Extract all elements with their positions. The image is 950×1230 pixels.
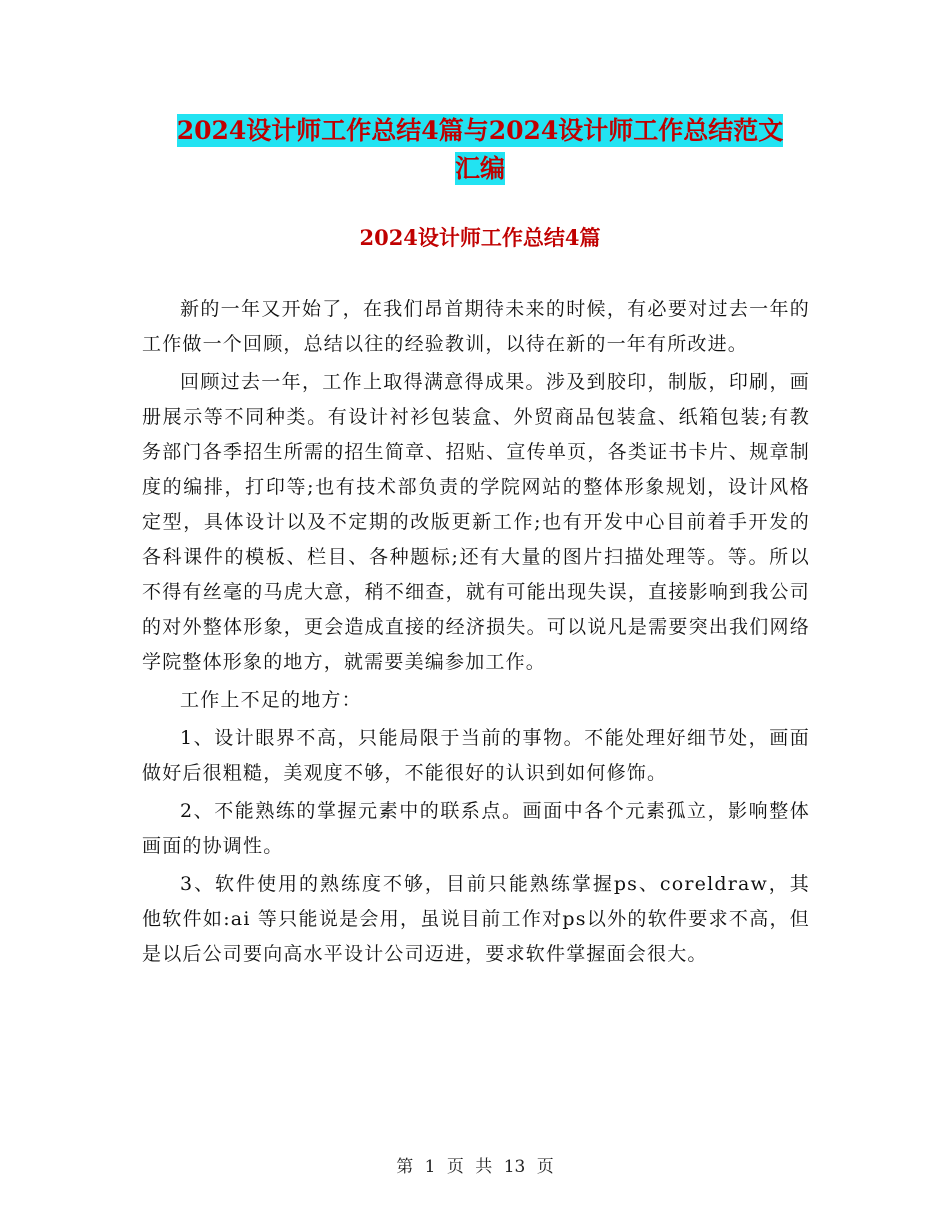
paragraph: 新的一年又开始了，在我们昂首期待未来的时候，有必要对过去一年的工作做一个回顾，总结以往的经验教训，以待在新的一年有所改进。 bbox=[142, 298, 810, 355]
paragraph: 2、不能熟练的掌握元素中的联系点。画面中各个元素孤立，影响整体画面的协调性。 bbox=[142, 800, 810, 857]
paragraph: 回顾过去一年，工作上取得满意得成果。涉及到胶印，制版，印刷，画册展示等不同种类。有设计衬衫包装盒、外贸商品包装盒、纸箱包装;有教务部门各季招生所需的招生简章、招贴、宣传单页，各类证书卡片、规章制度的编排，打印等;也有技术部负责的学院网站的整体形象规划，设计风格定型，具体设计以及不定期的改版更新工作;也有开发中心目前着手开发的各科课件的模板、栏目、各种题标;还有大量的图片扫描处理等。等。所以不得有丝毫的马虎大意，稍不细查，就有可能出现失误，直接影响到我公司的对外整体形象，更会造成直接的经济损失。可以说凡是需要突出我们网络学院整体形象的地方，就需要美编参加工作。 bbox=[142, 371, 810, 673]
document-body bbox=[142, 292, 810, 975]
page-footer: 第 1 页 共 13 页 bbox=[396, 1157, 554, 1177]
section-heading: 2024设计师工作总结4篇 bbox=[359, 225, 601, 250]
document-title bbox=[140, 112, 820, 188]
paragraph: 工作上不足的地方： bbox=[180, 689, 362, 711]
title-line-2: 汇编 bbox=[454, 154, 505, 183]
title-line-1: 2024设计师工作总结4篇与2024设计师工作总结范文 bbox=[176, 116, 784, 145]
paragraph: 3、软件使用的熟练度不够，目前只能熟练掌握ps、coreldraw，其他软件如:ai 等只能说是会用，虽说目前工作对ps以外的软件要求不高，但是以后公司要向高水平设计公司迈进，要求软件掌握面会很大。 bbox=[142, 873, 810, 965]
paragraph: 1、设计眼界不高，只能局限于当前的事物。不能处理好细节处，画面做好后很粗糙，美观度不够，不能很好的认识到如何修饰。 bbox=[142, 727, 810, 784]
